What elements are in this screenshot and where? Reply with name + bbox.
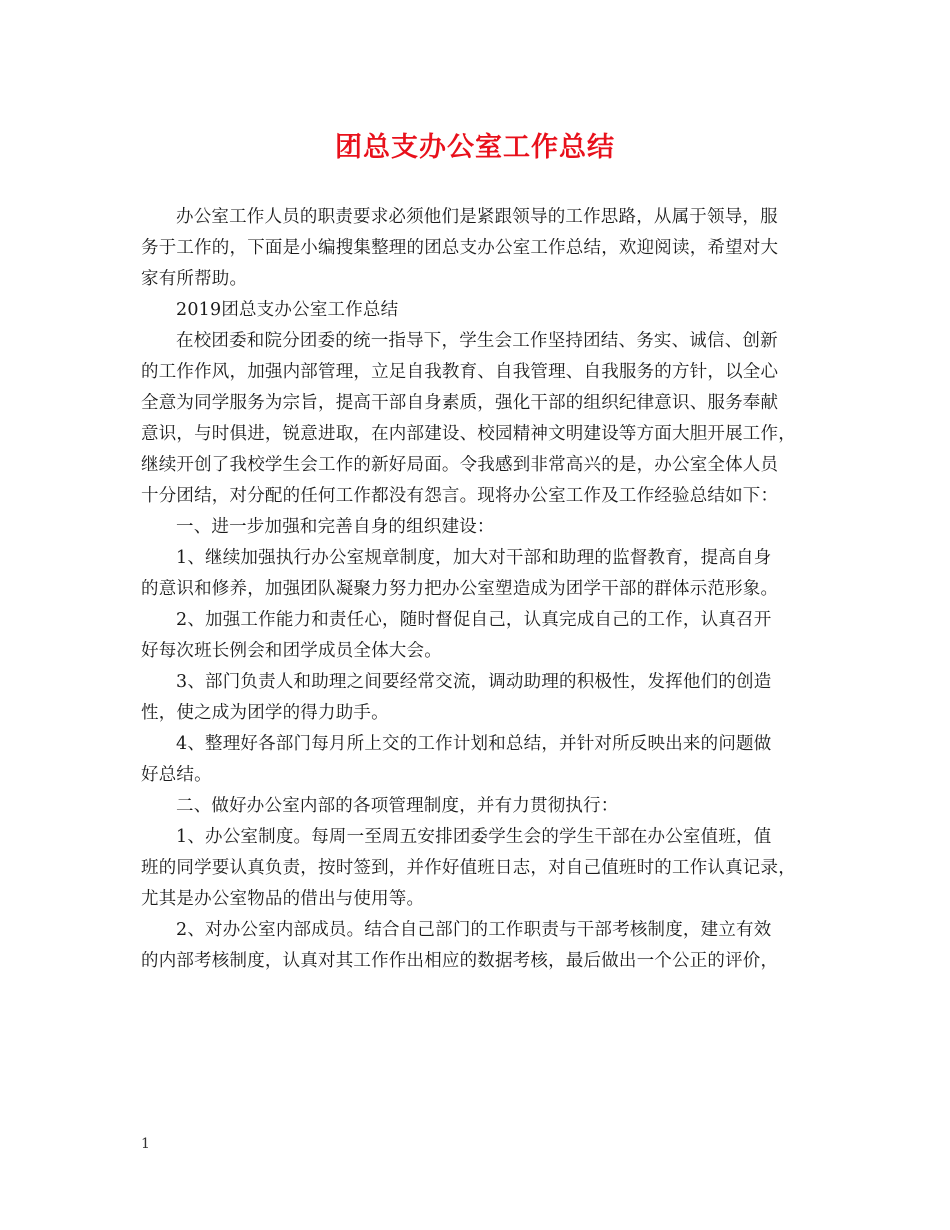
text-line: 好总结。 <box>141 765 212 785</box>
page-title: 团总支办公室工作总结 <box>335 132 615 163</box>
text-line: 班的同学要认真负责，按时签到，并作好值班日志，对自己值班时的工作认真记录， <box>141 858 796 878</box>
text-line: 在校团委和院分团委的统一指导下，学生会工作坚持团结、务实、诚信、创新 <box>176 331 778 351</box>
text-line: 性，使之成为团学的得力助手。 <box>141 703 389 723</box>
text-line: 全意为同学服务为宗旨，提高干部自身素质，强化干部的组织纪律意识、服务奉献 <box>141 393 779 413</box>
text-line: 务于工作的，下面是小编搜集整理的团总支办公室工作总结，欢迎阅读，希望对大 <box>141 238 779 258</box>
page-number: 1 <box>141 1136 150 1152</box>
text-line: 2、加强工作能力和责任心，随时督促自己，认真完成自己的工作，认真召开 <box>176 610 772 630</box>
text-line: 的意识和修养，加强团队凝聚力努力把办公室塑造成为团学干部的群体示范形象。 <box>141 579 779 599</box>
text-line: 2、对办公室内部成员。结合自己部门的工作职责与干部考核制度，建立有效 <box>176 920 772 940</box>
text-line: 的内部考核制度，认真对其工作作出相应的数据考核，最后做出一个公正的评价， <box>141 951 779 971</box>
text-line: 十分团结，对分配的任何工作都没有怨言。现将办公室工作及工作经验总结如下： <box>141 486 779 506</box>
text-line: 继续开创了我校学生会工作的新好局面。令我感到非常高兴的是，办公室全体人员 <box>141 455 779 475</box>
text-line: 二、做好办公室内部的各项管理制度，并有力贯彻执行： <box>176 796 619 816</box>
text-line: 的工作作风，加强内部管理，立足自我教育、自我管理、自我服务的方针，以全心 <box>141 362 779 382</box>
text-line: 意识，与时俱进，锐意进取，在内部建设、校园精神文明建设等方面大胆开展工作， <box>141 424 796 444</box>
text-line: 一、进一步加强和完善自身的组织建设： <box>176 517 495 537</box>
text-line: 1、办公室制度。每周一至周五安排团委学生会的学生干部在办公室值班，值 <box>176 827 772 847</box>
document-body <box>141 202 811 977</box>
text-line: 4、整理好各部门每月所上交的工作计划和总结，并针对所反映出来的问题做 <box>176 734 772 754</box>
text-line: 2019团总支办公室工作总结 <box>176 300 399 320</box>
text-line: 家有所帮助。 <box>141 269 248 289</box>
text-line: 好每次班长例会和团学成员全体大会。 <box>141 641 442 661</box>
text-line: 尤其是办公室物品的借出与使用等。 <box>141 889 425 909</box>
text-line: 1、继续加强执行办公室规章制度，加大对干部和助理的监督教育，提高自身 <box>176 548 772 568</box>
text-line: 3、部门负责人和助理之间要经常交流，调动助理的积极性，发挥他们的创造 <box>176 672 772 692</box>
text-line: 办公室工作人员的职责要求必须他们是紧跟领导的工作思路，从属于领导，服 <box>176 207 778 227</box>
